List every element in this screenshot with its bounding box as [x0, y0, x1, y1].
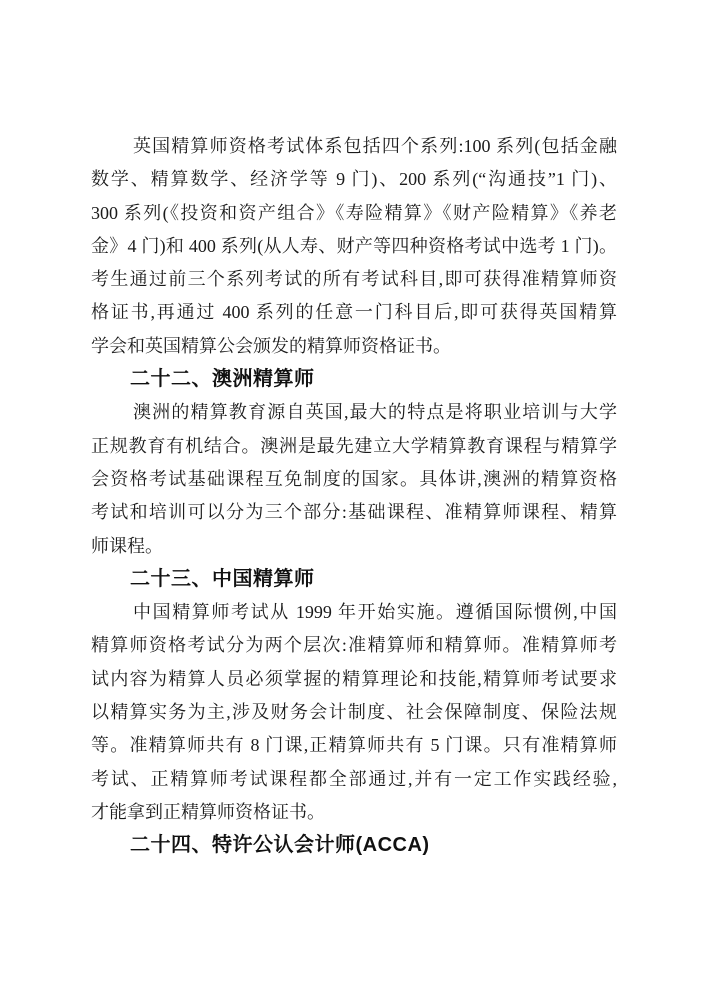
text-line: 试内容为精算人员必须掌握的精算理论和技能,精算师考试要求 — [91, 668, 617, 689]
text-line: 学会和英国精算公会颁发的精算师资格证书。 — [91, 335, 451, 356]
text-line: 以精算实务为主,涉及财务会计制度、社会保障制度、保险法规 — [91, 702, 617, 723]
para-uk-actuary-exam-system — [91, 130, 617, 363]
text-line: 精算师资格考试分为两个层次:准精算师和精算师。准精算师考 — [91, 635, 617, 656]
para-chinese-actuary — [91, 596, 617, 829]
text-line: 澳洲的精算教育源自英国,最大的特点是将职业培训与大学 — [133, 402, 617, 423]
text-line: 考试、正精算师考试课程都全部通过,并有一定工作实践经验, — [91, 768, 617, 789]
para-australian-actuary — [91, 396, 617, 562]
text-line: 才能拿到正精算师资格证书。 — [91, 801, 325, 822]
text-line: 英国精算师资格考试体系包括四个系列:100 系列(包括金融 — [133, 136, 617, 156]
text-line: 金》4 门)和 400 系列(从人寿、财产等四种资格考试中选考 1 门)。 — [91, 235, 617, 256]
text-line: 会资格考试基础课程互免制度的国家。具体讲,澳洲的精算资格 — [91, 468, 617, 489]
text-line: 师课程。 — [91, 535, 163, 556]
text-line: 考试和培训可以分为三个部分:基础课程、准精算师课程、精算 — [91, 502, 617, 523]
text-line: 中国精算师考试从 1999 年开始实施。遵循国际惯例,中国 — [133, 602, 617, 623]
text-line: 格证书,再通过 400 系列的任意一门科目后,即可获得英国精算 — [91, 302, 617, 323]
heading-22-australian-actuary: 二十二、澳洲精算师 — [130, 368, 315, 391]
heading-23-chinese-actuary: 二十三、中国精算师 — [130, 567, 315, 590]
text-line: 等。准精算师共有 8 门课,正精算师共有 5 门课。只有准精算师 — [91, 735, 617, 756]
document-body — [91, 130, 617, 863]
text-line: 考生通过前三个系列考试的所有考试科目,即可获得准精算师资 — [91, 269, 617, 290]
text-line: 数学、精算数学、经济学等 9 门)、200 系列(“沟通技”1 门)、 — [91, 169, 617, 190]
text-line: 正规教育有机结合。澳洲是最先建立大学精算教育课程与精算学 — [91, 435, 617, 456]
text-line: 300 系列(《投资和资产组合》《寿险精算》《财产险精算》《养老 — [91, 202, 617, 223]
heading-24-acca: 二十四、特许公认会计师(ACCA) — [130, 834, 430, 857]
